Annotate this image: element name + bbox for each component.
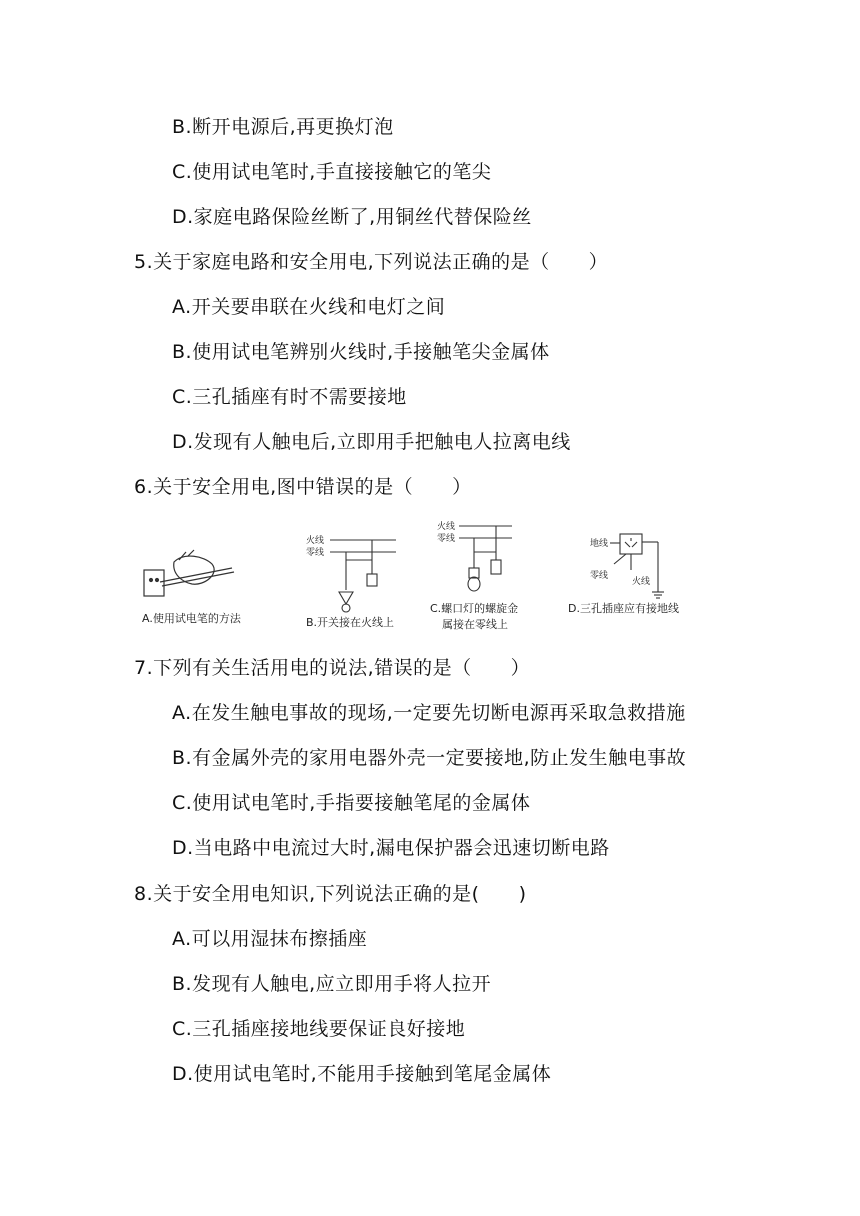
caption-b: B.开关接在火线上 (306, 616, 395, 629)
q8-option-d: D.使用试电笔时,不能用手接触到笔尾金属体 (172, 1063, 552, 1085)
q5-option-d: D.发现有人触电后,立即用手把触电人拉离电线 (172, 431, 571, 453)
panel-b-live-label: 火线 (306, 536, 325, 546)
q7-option-b: B.有金属外壳的家用电器外壳一定要接地,防止发生触电事故 (172, 747, 687, 769)
question-5: 5.关于家庭电路和安全用电,下列说法正确的是（ ） (134, 251, 609, 273)
q5-option-c: C.三孔插座有时不需要接地 (172, 386, 407, 408)
q6-figure (134, 512, 724, 640)
panel-b-neutral-label: 零线 (306, 548, 325, 558)
panel-d-socket (610, 534, 664, 598)
q7-option-a: A.在发生触电事故的现场,一定要先切断电源再采取急救措施 (172, 702, 686, 724)
caption-a: A.使用试电笔的方法 (142, 612, 241, 625)
question-6: 6.关于安全用电,图中错误的是（ ） (134, 476, 472, 498)
q4-option-b: B.断开电源后,再更换灯泡 (172, 116, 394, 138)
q5-option-b: B.使用试电笔辨别火线时,手接触笔尖金属体 (172, 341, 550, 363)
panel-c-neutral-label: 零线 (437, 534, 456, 544)
q4-option-c: C.使用试电笔时,手直接接触它的笔尖 (172, 161, 492, 183)
q8-option-a: A.可以用湿抹布擦插座 (172, 928, 368, 950)
panel-b-switch (330, 540, 396, 612)
q8-option-c: C.三孔插座接地线要保证良好接地 (172, 1018, 466, 1040)
q7-option-d: D.当电路中电流过大时,漏电保护器会迅速切断电路 (172, 837, 610, 859)
panel-c-live-label: 火线 (437, 522, 456, 532)
question-7: 7.下列有关生活用电的说法,错误的是（ ） (134, 657, 531, 679)
panel-d-neutral-label: 零线 (590, 571, 609, 581)
q7-option-c: C.使用试电笔时,手指要接触笔尾的金属体 (172, 792, 531, 814)
caption-c-line1: C.螺口灯的螺旋金 (430, 602, 519, 615)
panel-d-ground-label: 地线 (590, 539, 609, 549)
q4-option-d: D.家庭电路保险丝断了,用铜丝代替保险丝 (172, 206, 532, 228)
panel-d-live-label: 火线 (632, 577, 651, 587)
panel-c-screw-lamp (459, 526, 512, 591)
caption-c-line2: 属接在零线上 (442, 618, 508, 631)
q5-option-a: A.开关要串联在火线和电灯之间 (172, 296, 446, 318)
q8-option-b: B.发现有人触电,应立即用手将人拉开 (172, 973, 492, 995)
panel-a-test-pen (144, 550, 234, 596)
caption-d: D.三孔插座应有接地线 (568, 602, 679, 615)
question-8: 8.关于安全用电知识,下列说法正确的是( ) (134, 883, 527, 905)
